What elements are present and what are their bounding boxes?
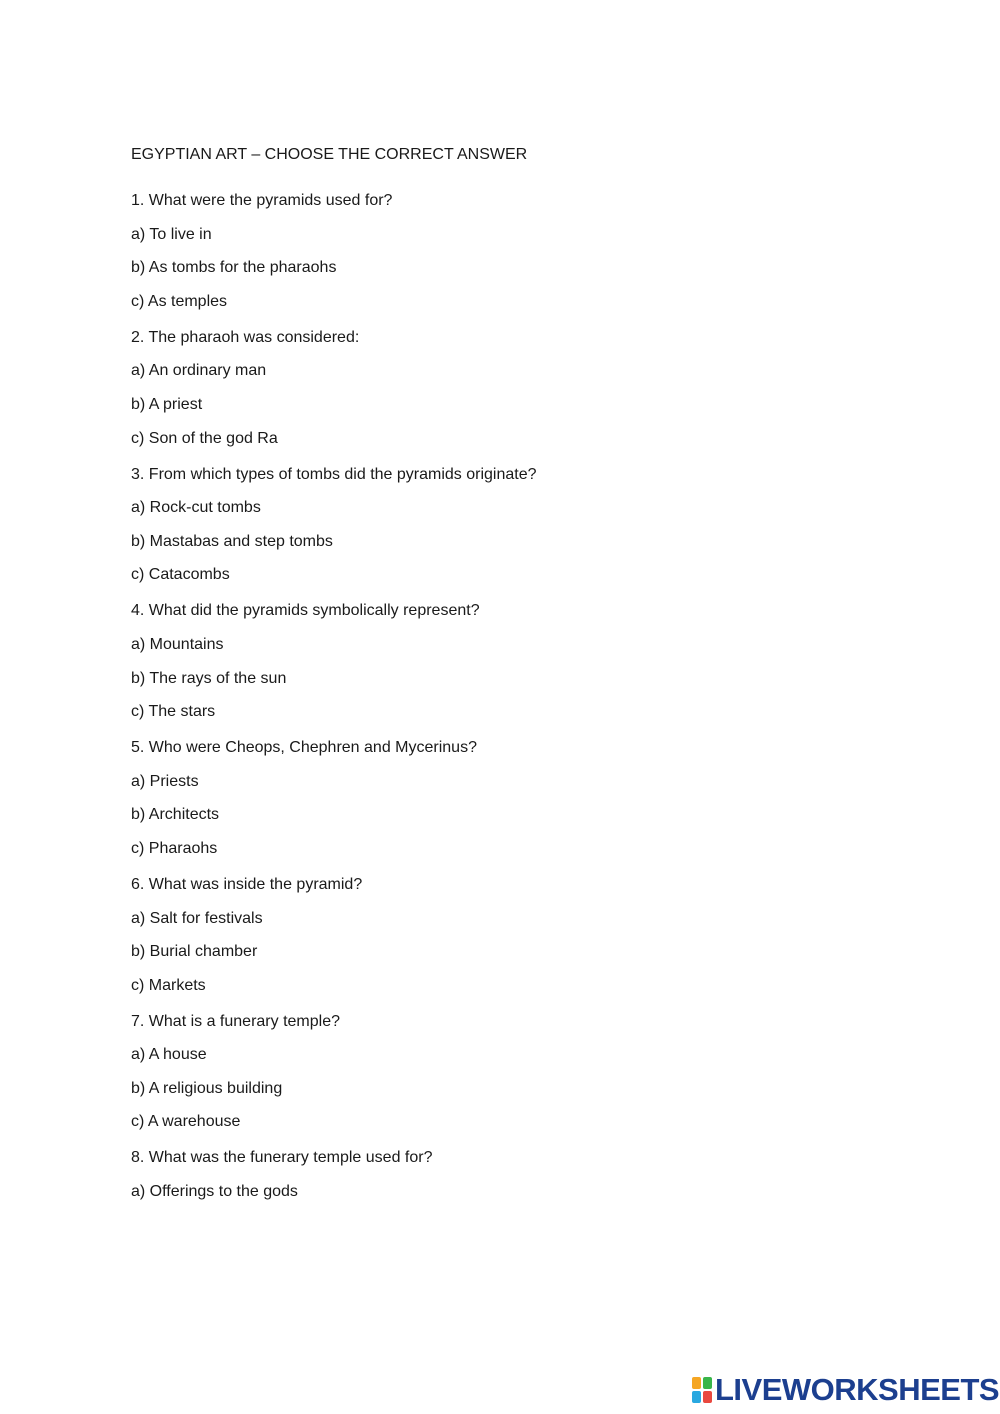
answer-option[interactable]: b) As tombs for the pharaohs: [131, 259, 337, 277]
question-text: 2. The pharaoh was considered:: [131, 328, 360, 346]
question-text: 7. What is a funerary temple?: [131, 1012, 340, 1030]
answer-option[interactable]: a) Rock-cut tombs: [131, 499, 261, 517]
question-text: 4. What did the pyramids symbolically represent?: [131, 602, 480, 620]
answer-options: [131, 908, 891, 997]
question-text: 6. What was inside the pyramid?: [131, 875, 363, 893]
answer-options: [131, 634, 891, 723]
answer-option[interactable]: b) A religious building: [131, 1079, 283, 1097]
answer-options: [131, 771, 891, 860]
answer-options: [131, 1044, 891, 1133]
answer-option[interactable]: a) Priests: [131, 772, 199, 790]
answer-option[interactable]: c) A warehouse: [131, 1113, 241, 1131]
answer-option[interactable]: b) The rays of the sun: [131, 669, 287, 687]
answer-option[interactable]: a) To live in: [131, 225, 212, 243]
answer-options: [131, 224, 891, 313]
answer-option[interactable]: c) The stars: [131, 703, 216, 721]
question-6: [131, 874, 891, 997]
question-text: 5. Who were Cheops, Chephren and Mycerinus?: [131, 739, 477, 757]
answer-option[interactable]: b) Burial chamber: [131, 943, 258, 961]
question-8: [131, 1147, 891, 1203]
question-text: 1. What were the pyramids used for?: [131, 192, 393, 209]
worksheet: [131, 144, 891, 1217]
question-list: [131, 190, 891, 1203]
answer-option[interactable]: c) Pharaohs: [131, 839, 218, 857]
question-text: 8. What was the funerary temple used for?: [131, 1149, 433, 1167]
answer-options: [131, 1181, 891, 1203]
answer-option[interactable]: a) Offerings to the gods: [131, 1183, 298, 1201]
answer-option[interactable]: a) Salt for festivals: [131, 909, 263, 927]
question-2: [131, 327, 891, 450]
question-1: [131, 190, 891, 313]
answer-option[interactable]: b) A priest: [131, 395, 203, 413]
answer-option[interactable]: a) An ordinary man: [131, 362, 267, 380]
answer-option[interactable]: c) Markets: [131, 976, 206, 994]
question-4: [131, 600, 891, 723]
answer-options: [131, 497, 891, 586]
worksheet-title: EGYPTIAN ART – CHOOSE THE CORRECT ANSWER: [131, 146, 528, 163]
answer-option[interactable]: a) A house: [131, 1046, 207, 1064]
answer-option[interactable]: b) Architects: [131, 806, 220, 824]
question-text: 3. From which types of tombs did the pyramids originate?: [131, 465, 537, 483]
answer-option[interactable]: a) Mountains: [131, 635, 224, 653]
liveworksheets-logo[interactable]: [692, 1374, 999, 1406]
question-3: [131, 464, 891, 587]
question-5: [131, 737, 891, 860]
answer-option[interactable]: c) Catacombs: [131, 566, 230, 584]
logo-text: LIVEWORKSHEETS: [715, 1372, 1000, 1407]
answer-options: [131, 360, 891, 449]
answer-option[interactable]: b) Mastabas and step tombs: [131, 532, 333, 550]
liveworksheets-logo-icon: [692, 1377, 712, 1403]
answer-option[interactable]: c) As temples: [131, 292, 228, 310]
question-7: [131, 1011, 891, 1134]
answer-option[interactable]: c) Son of the god Ra: [131, 429, 278, 447]
